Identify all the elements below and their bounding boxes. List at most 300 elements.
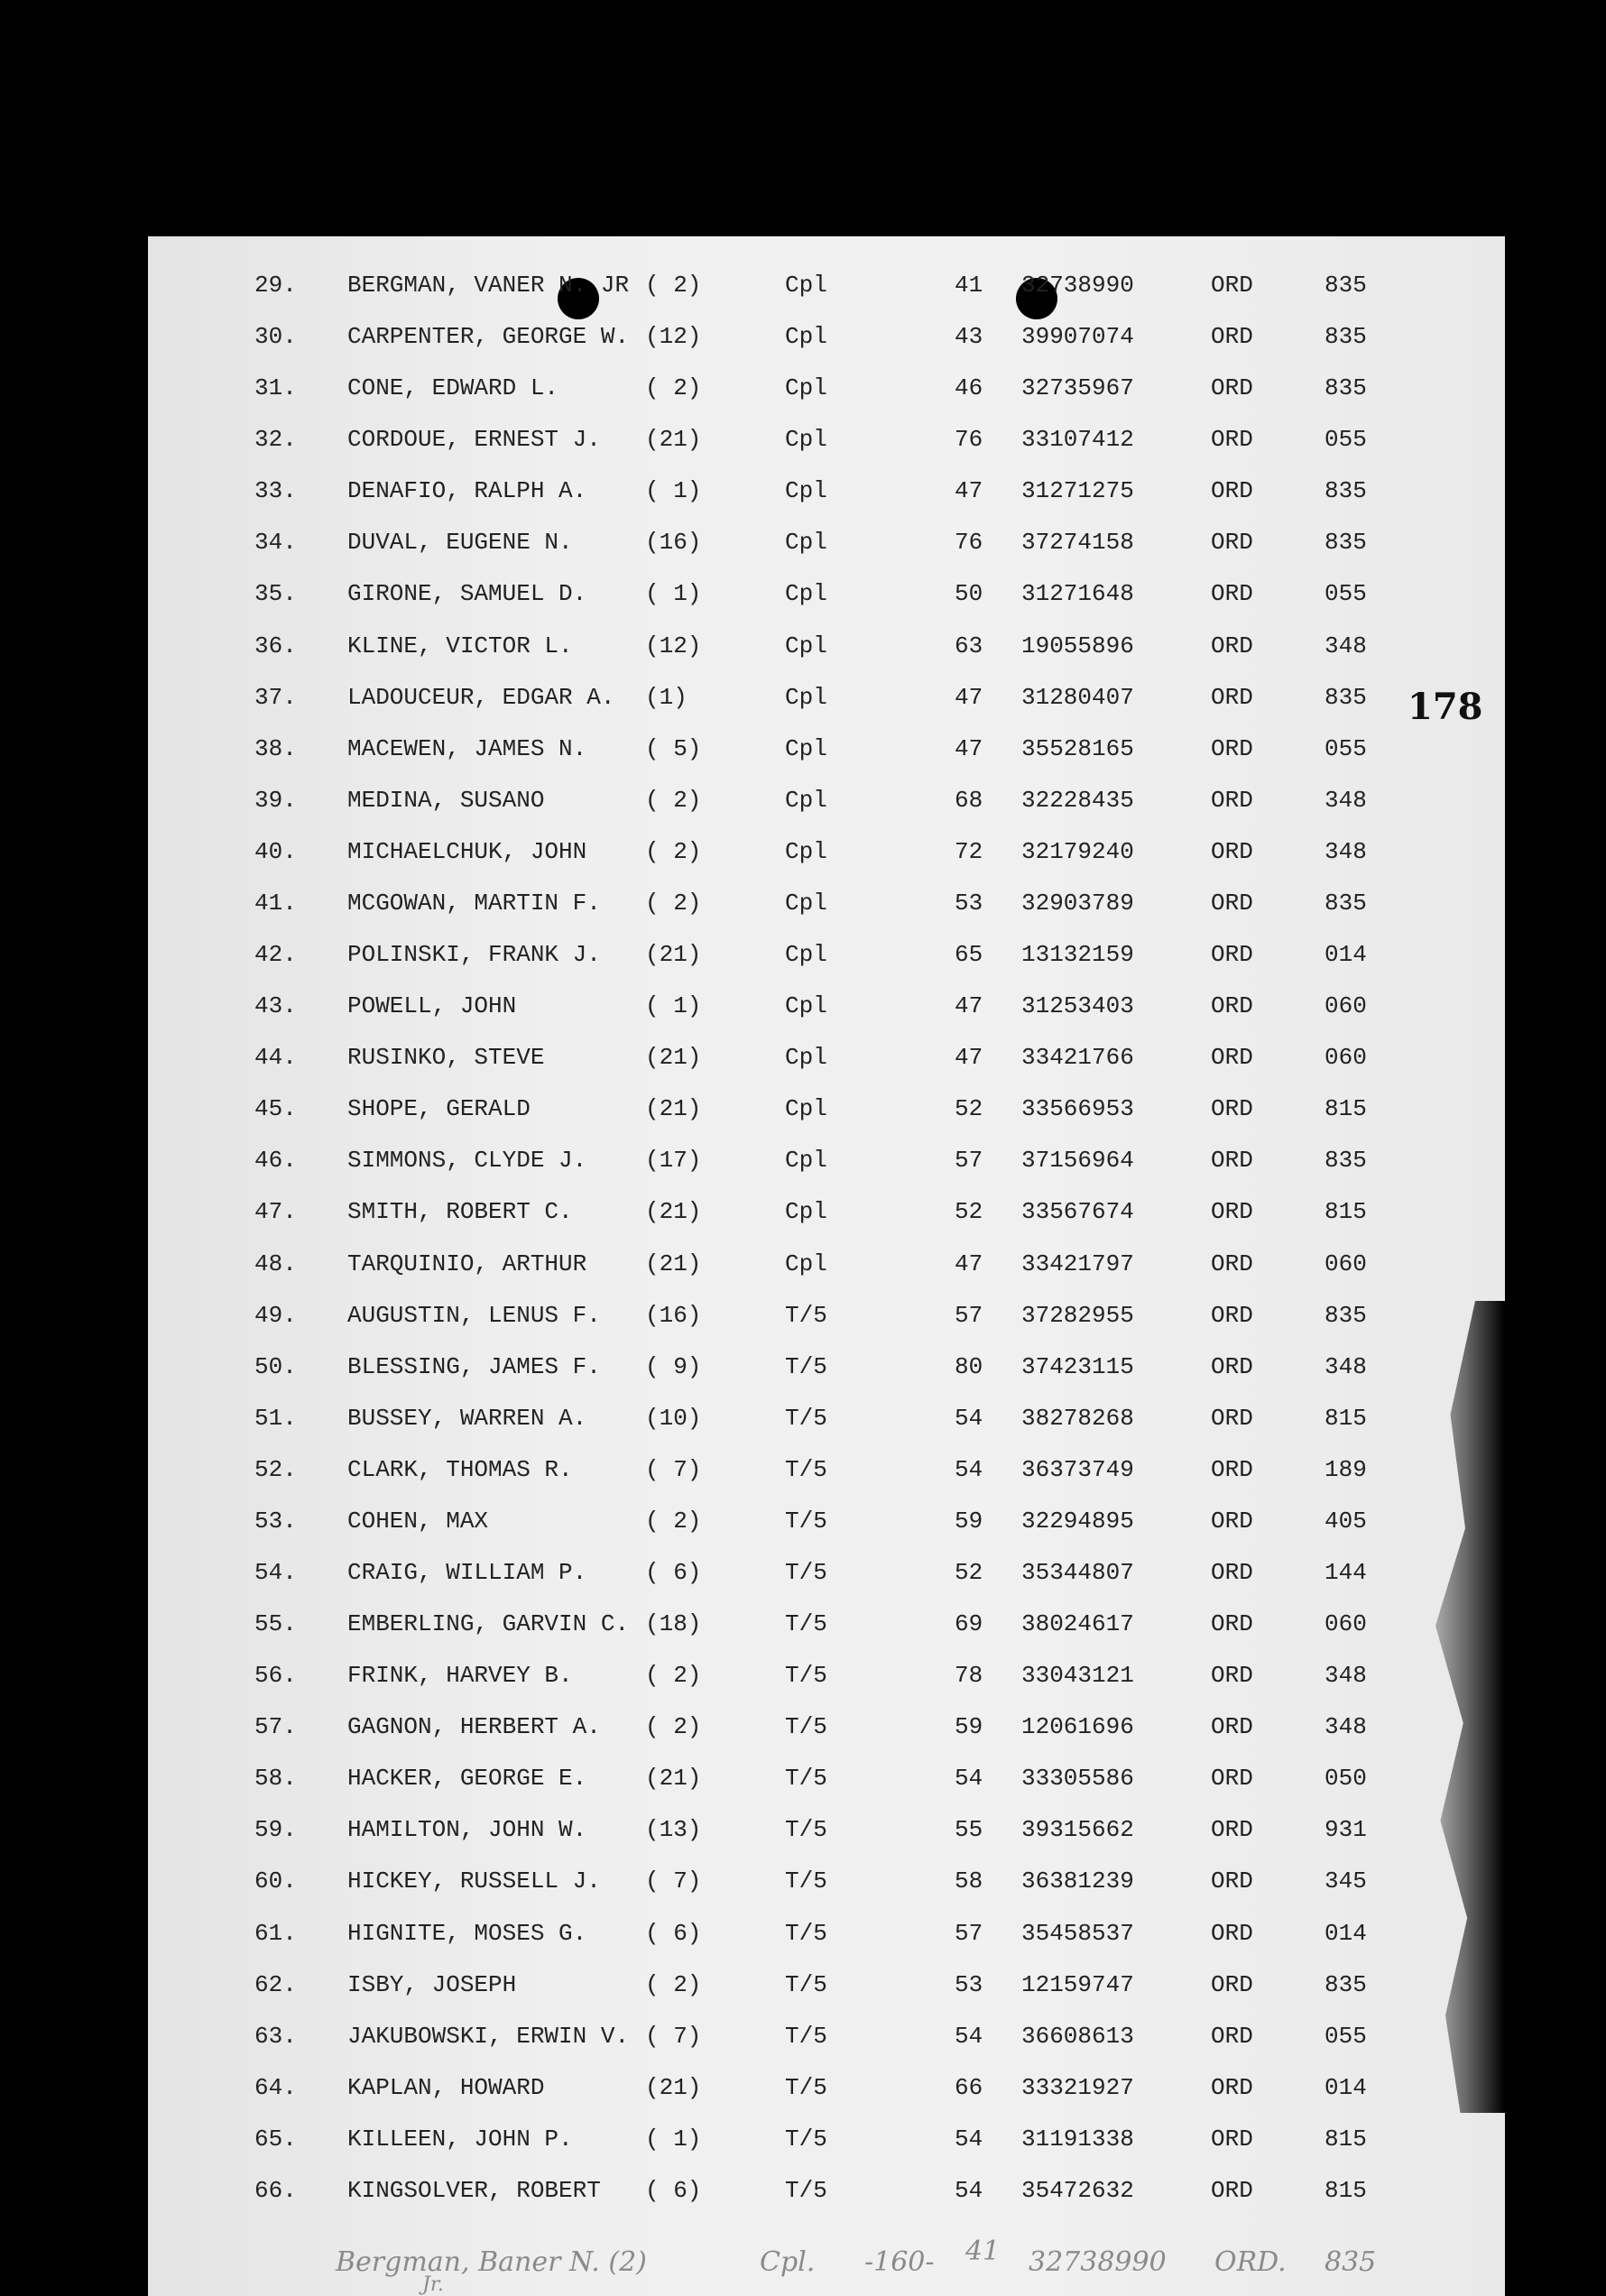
roster-age: 47 [955,683,983,711]
roster-name: HIGNITE, MOSES G. [347,1919,587,1947]
roster-age: 59 [955,1507,983,1535]
roster-num: 39. [254,786,297,814]
roster-num: 50. [254,1352,297,1380]
roster-rank: Cpl [785,632,827,659]
roster-serial: 36608613 [1021,2022,1134,2050]
roster-age: 63 [955,632,983,659]
roster-mos: 055 [1324,2022,1367,2050]
roster-rank: Cpl [785,1147,827,1175]
roster-num: 41. [254,889,297,917]
roster-mos: 835 [1324,889,1367,917]
roster-rank: T/5 [785,1610,827,1638]
roster-num: 42. [254,941,297,969]
roster-age: 54 [955,2125,983,2153]
handwritten-age: 41 [965,2236,1001,2267]
roster-mos: 835 [1324,1147,1367,1175]
roster-code: ( 2) [645,1507,702,1535]
roster-rank: Cpl [785,529,827,557]
roster-num: 66. [254,2176,297,2204]
roster-mos: 815 [1324,1095,1367,1123]
roster-name: AUGUSTIN, LENUS F. [347,1301,601,1329]
roster-serial: 33421766 [1021,1044,1134,1072]
roster-serial: 39907074 [1021,323,1134,351]
roster-serial: 36381239 [1021,1867,1134,1895]
roster-branch: ORD [1211,1919,1253,1947]
roster-branch: ORD [1211,1970,1253,1998]
roster-age: 52 [955,1559,983,1586]
roster-branch: ORD [1211,837,1253,865]
roster-code: (16) [645,529,702,557]
roster-code: ( 2) [645,1713,702,1741]
roster-mos: 348 [1324,1352,1367,1380]
roster-num: 34. [254,529,297,557]
roster-mos: 014 [1324,941,1367,969]
roster-code: (17) [645,1147,702,1175]
roster-mos: 348 [1324,1662,1367,1690]
roster-num: 64. [254,2073,297,2101]
roster-branch: ORD [1211,477,1253,505]
roster-mos: 144 [1324,1559,1367,1586]
roster-age: 53 [955,1970,983,1998]
roster-code: ( 6) [645,1559,702,1586]
roster-code: (16) [645,1301,702,1329]
roster-branch: ORD [1211,992,1253,1020]
roster-num: 49. [254,1301,297,1329]
roster-name: MEDINA, SUSANO [347,786,545,814]
roster-branch: ORD [1211,1713,1253,1741]
roster-code: (21) [645,1095,702,1123]
roster-rank: T/5 [785,2125,827,2153]
roster-code: ( 2) [645,1662,702,1690]
roster-branch: ORD [1211,2073,1253,2101]
roster-branch: ORD [1211,1147,1253,1175]
roster-rank: T/5 [785,1559,827,1586]
roster-age: 54 [955,2022,983,2050]
roster-code: (21) [645,1249,702,1277]
roster-name: HACKER, GEORGE E. [347,1765,587,1793]
roster-mos: 931 [1324,1816,1367,1844]
roster-branch: ORD [1211,1044,1253,1072]
roster-name: MICHAELCHUK, JOHN [347,837,587,865]
roster-rank: Cpl [785,941,827,969]
roster-branch: ORD [1211,1867,1253,1895]
roster-mos: 815 [1324,1404,1367,1432]
roster-rank: Cpl [785,374,827,402]
roster-name: CORDOUE, ERNEST J. [347,426,601,454]
roster-age: 52 [955,1198,983,1226]
roster-mos: 815 [1324,2176,1367,2204]
roster-age: 58 [955,1867,983,1895]
roster-serial: 37423115 [1021,1352,1134,1380]
roster-rank: T/5 [785,1765,827,1793]
roster-rank: T/5 [785,1352,827,1380]
roster-rank: Cpl [785,734,827,762]
roster-age: 52 [955,1095,983,1123]
roster-branch: ORD [1211,580,1253,608]
torn-edge [1406,1301,1505,2113]
roster-rank: Cpl [785,477,827,505]
roster-rank: T/5 [785,1507,827,1535]
roster-num: 44. [254,1044,297,1072]
roster-rank: Cpl [785,426,827,454]
roster-rank: T/5 [785,1662,827,1690]
roster-mos: 348 [1324,786,1367,814]
roster-num: 38. [254,734,297,762]
roster-serial: 33043121 [1021,1662,1134,1690]
roster-name: KILLEEN, JOHN P. [347,2125,573,2153]
roster-serial: 12061696 [1021,1713,1134,1741]
roster-num: 48. [254,1249,297,1277]
roster-mos: 835 [1324,683,1367,711]
roster-mos: 060 [1324,992,1367,1020]
roster-rank: Cpl [785,1249,827,1277]
roster-name: BUSSEY, WARREN A. [347,1404,587,1432]
roster-branch: ORD [1211,426,1253,454]
roster-rank: Cpl [785,1044,827,1072]
roster-name: POWELL, JOHN [347,992,517,1020]
roster-mos: 835 [1324,477,1367,505]
roster-branch: ORD [1211,1662,1253,1690]
roster-code: ( 2) [645,272,702,299]
roster-serial: 37282955 [1021,1301,1134,1329]
roster-num: 37. [254,683,297,711]
roster-name: DENAFIO, RALPH A. [347,477,587,505]
roster-serial: 31191338 [1021,2125,1134,2153]
roster-name: ISBY, JOSEPH [347,1970,517,1998]
roster-serial: 19055896 [1021,632,1134,659]
roster-branch: ORD [1211,2125,1253,2153]
roster-age: 47 [955,1044,983,1072]
roster-name: COHEN, MAX [347,1507,489,1535]
roster-num: 45. [254,1095,297,1123]
roster-num: 51. [254,1404,297,1432]
roster-age: 80 [955,1352,983,1380]
roster-branch: ORD [1211,1249,1253,1277]
roster-code: ( 2) [645,374,702,402]
roster-rank: T/5 [785,1867,827,1895]
roster-mos: 014 [1324,1919,1367,1947]
roster-mos: 348 [1324,632,1367,659]
roster-num: 47. [254,1198,297,1226]
roster-branch: ORD [1211,1610,1253,1638]
roster-rank: T/5 [785,1404,827,1432]
roster-branch: ORD [1211,632,1253,659]
roster-code: (21) [645,1198,702,1226]
roster-branch: ORD [1211,374,1253,402]
roster-age: 59 [955,1713,983,1741]
roster-code: (21) [645,1765,702,1793]
roster-mos: 055 [1324,426,1367,454]
roster-mos: 835 [1324,1970,1367,1998]
roster-num: 30. [254,323,297,351]
roster-num: 43. [254,992,297,1020]
roster-serial: 38024617 [1021,1610,1134,1638]
roster-serial: 36373749 [1021,1455,1134,1483]
roster-serial: 33567674 [1021,1198,1134,1226]
roster-mos: 835 [1324,529,1367,557]
roster-name: HICKEY, RUSSELL J. [347,1867,601,1895]
roster-num: 61. [254,1919,297,1947]
roster-num: 52. [254,1455,297,1483]
roster-rank: Cpl [785,683,827,711]
roster-name: SIMMONS, CLYDE J. [347,1147,587,1175]
roster-age: 54 [955,1404,983,1432]
roster-serial: 32903789 [1021,889,1134,917]
roster-rank: T/5 [785,1455,827,1483]
roster-name: TARQUINIO, ARTHUR [347,1249,587,1277]
roster-age: 57 [955,1919,983,1947]
roster-rank: T/5 [785,1301,827,1329]
roster-num: 56. [254,1662,297,1690]
roster-age: 55 [955,1816,983,1844]
roster-age: 57 [955,1301,983,1329]
roster-code: (21) [645,2073,702,2101]
roster-serial: 33321927 [1021,2073,1134,2101]
roster-serial: 38278268 [1021,1404,1134,1432]
roster-name: MACEWEN, JAMES N. [347,734,587,762]
roster-code: ( 1) [645,2125,702,2153]
roster-serial: 33107412 [1021,426,1134,454]
roster-age: 50 [955,580,983,608]
roster-name: CONE, EDWARD L. [347,374,559,402]
roster-code: ( 2) [645,837,702,865]
roster-serial: 32179240 [1021,837,1134,865]
roster-num: 53. [254,1507,297,1535]
roster-name: LADOUCEUR, EDGAR A. [347,683,615,711]
handwritten-suffix: Jr. [422,2273,444,2296]
roster-mos: 405 [1324,1507,1367,1535]
roster-code: (21) [645,426,702,454]
roster-serial: 35472632 [1021,2176,1134,2204]
roster-name: BLESSING, JAMES F. [347,1352,601,1380]
roster-mos: 060 [1324,1610,1367,1638]
roster-code: ( 2) [645,1970,702,1998]
roster-age: 47 [955,1249,983,1277]
roster-mos: 348 [1324,837,1367,865]
roster-mos: 055 [1324,580,1367,608]
roster-branch: ORD [1211,1095,1253,1123]
roster-serial: 32294895 [1021,1507,1134,1535]
roster-age: 66 [955,2073,983,2101]
roster-code: (21) [645,1044,702,1072]
roster-rank: T/5 [785,1970,827,1998]
roster-num: 55. [254,1610,297,1638]
page-number: 178 [1408,686,1483,728]
roster-serial: 37274158 [1021,529,1134,557]
roster-mos: 060 [1324,1044,1367,1072]
roster-branch: ORD [1211,1198,1253,1226]
roster-rank: T/5 [785,2073,827,2101]
roster-code: ( 7) [645,1867,702,1895]
roster-code: (12) [645,632,702,659]
roster-branch: ORD [1211,1816,1253,1844]
roster-name: SMITH, ROBERT C. [347,1198,573,1226]
roster-serial: 37156964 [1021,1147,1134,1175]
roster-num: 46. [254,1147,297,1175]
roster-branch: ORD [1211,272,1253,299]
roster-age: 68 [955,786,983,814]
handwritten-code: -160- [864,2246,935,2278]
roster-serial: 39315662 [1021,1816,1134,1844]
roster-name: CLARK, THOMAS R. [347,1455,573,1483]
roster-mos: 060 [1324,1249,1367,1277]
roster-name: CARPENTER, GEORGE W. [347,323,630,351]
roster-age: 54 [955,2176,983,2204]
roster-rank: Cpl [785,1198,827,1226]
roster-code: ( 6) [645,2176,702,2204]
roster-name: KLINE, VICTOR L. [347,632,573,659]
roster-age: 69 [955,1610,983,1638]
roster-code: (12) [645,323,702,351]
roster-code: ( 1) [645,580,702,608]
roster-rank: Cpl [785,1095,827,1123]
roster-num: 65. [254,2125,297,2153]
roster-name: KINGSOLVER, ROBERT [347,2176,601,2204]
roster-mos: 055 [1324,734,1367,762]
roster-name: CRAIG, WILLIAM P. [347,1559,587,1586]
roster-num: 54. [254,1559,297,1586]
roster-rank: Cpl [785,837,827,865]
roster-age: 47 [955,734,983,762]
roster-name: GIRONE, SAMUEL D. [347,580,587,608]
roster-mos: 815 [1324,2125,1367,2153]
roster-branch: ORD [1211,889,1253,917]
roster-age: 54 [955,1455,983,1483]
roster-serial: 31253403 [1021,992,1134,1020]
roster-branch: ORD [1211,529,1253,557]
roster-mos: 014 [1324,2073,1367,2101]
roster-rank: Cpl [785,786,827,814]
roster-rank: Cpl [785,272,827,299]
roster-code: ( 2) [645,889,702,917]
roster-code: (13) [645,1816,702,1844]
roster-age: 57 [955,1147,983,1175]
roster-age: 46 [955,374,983,402]
roster-num: 62. [254,1970,297,1998]
roster-branch: ORD [1211,1301,1253,1329]
roster-num: 35. [254,580,297,608]
roster-age: 47 [955,477,983,505]
roster-mos: 815 [1324,1198,1367,1226]
roster-rank: T/5 [785,1816,827,1844]
roster-name: MCGOWAN, MARTIN F. [347,889,601,917]
roster-rank: Cpl [785,992,827,1020]
roster-age: 65 [955,941,983,969]
handwritten-rank: Cpl. [760,2246,816,2278]
roster-serial: 32228435 [1021,786,1134,814]
roster-serial: 33305586 [1021,1765,1134,1793]
roster-rank: Cpl [785,889,827,917]
roster-age: 76 [955,529,983,557]
roster-rank: T/5 [785,1919,827,1947]
roster-rank: T/5 [785,2176,827,2204]
roster-serial: 35344807 [1021,1559,1134,1586]
roster-code: ( 6) [645,1919,702,1947]
roster-serial: 32738990 [1021,272,1134,299]
roster-mos: 835 [1324,323,1367,351]
roster-branch: ORD [1211,1404,1253,1432]
roster-num: 57. [254,1713,297,1741]
roster-branch: ORD [1211,323,1253,351]
handwritten-branch: ORD. [1214,2246,1287,2278]
roster-name: POLINSKI, FRANK J. [347,941,601,969]
roster-name: HAMILTON, JOHN W. [347,1816,587,1844]
roster-mos: 189 [1324,1455,1367,1483]
roster-code: ( 5) [645,734,702,762]
roster-rank: T/5 [785,1713,827,1741]
roster-branch: ORD [1211,1559,1253,1586]
roster-branch: ORD [1211,1352,1253,1380]
roster-num: 32. [254,426,297,454]
roster-num: 60. [254,1867,297,1895]
roster-name: KAPLAN, HOWARD [347,2073,545,2101]
roster-name: GAGNON, HERBERT A. [347,1713,601,1741]
roster-branch: ORD [1211,683,1253,711]
roster-rank: Cpl [785,323,827,351]
roster-serial: 13132159 [1021,941,1134,969]
roster-rank: T/5 [785,2022,827,2050]
roster-name: DUVAL, EUGENE N. [347,529,573,557]
roster-name: BERGMAN, VANER N. JR [347,272,630,299]
roster-serial: 31271648 [1021,580,1134,608]
roster-name: FRINK, HARVEY B. [347,1662,573,1690]
roster-branch: ORD [1211,1455,1253,1483]
roster-num: 58. [254,1765,297,1793]
roster-name: JAKUBOWSKI, ERWIN V. [347,2022,630,2050]
roster-mos: 835 [1324,374,1367,402]
roster-branch: ORD [1211,2176,1253,2204]
roster-serial: 12159747 [1021,1970,1134,1998]
roster-name: RUSINKO, STEVE [347,1044,545,1072]
roster-age: 78 [955,1662,983,1690]
roster-branch: ORD [1211,2022,1253,2050]
roster-serial: 33421797 [1021,1249,1134,1277]
roster-mos: 835 [1324,1301,1367,1329]
roster-code: (1) [645,683,688,711]
roster-code: (21) [645,941,702,969]
roster-code: ( 9) [645,1352,702,1380]
roster-code: (10) [645,1404,702,1432]
roster-name: SHOPE, GERALD [347,1095,531,1123]
roster-code: ( 1) [645,477,702,505]
roster-serial: 33566953 [1021,1095,1134,1123]
roster-branch: ORD [1211,786,1253,814]
roster-branch: ORD [1211,1507,1253,1535]
roster-age: 53 [955,889,983,917]
roster-branch: ORD [1211,941,1253,969]
roster-age: 76 [955,426,983,454]
roster-code: ( 7) [645,2022,702,2050]
roster-age: 43 [955,323,983,351]
roster-num: 59. [254,1816,297,1844]
roster-mos: 345 [1324,1867,1367,1895]
roster-num: 29. [254,272,297,299]
roster-num: 33. [254,477,297,505]
roster-age: 72 [955,837,983,865]
roster-mos: 348 [1324,1713,1367,1741]
roster-num: 40. [254,837,297,865]
roster-mos: 050 [1324,1765,1367,1793]
roster-branch: ORD [1211,1765,1253,1793]
roster-code: ( 2) [645,786,702,814]
roster-branch: ORD [1211,734,1253,762]
roster-age: 54 [955,1765,983,1793]
roster-age: 41 [955,272,983,299]
roster-mos: 835 [1324,272,1367,299]
roster-rank: Cpl [785,580,827,608]
roster-serial: 35528165 [1021,734,1134,762]
roster-code: ( 7) [645,1455,702,1483]
